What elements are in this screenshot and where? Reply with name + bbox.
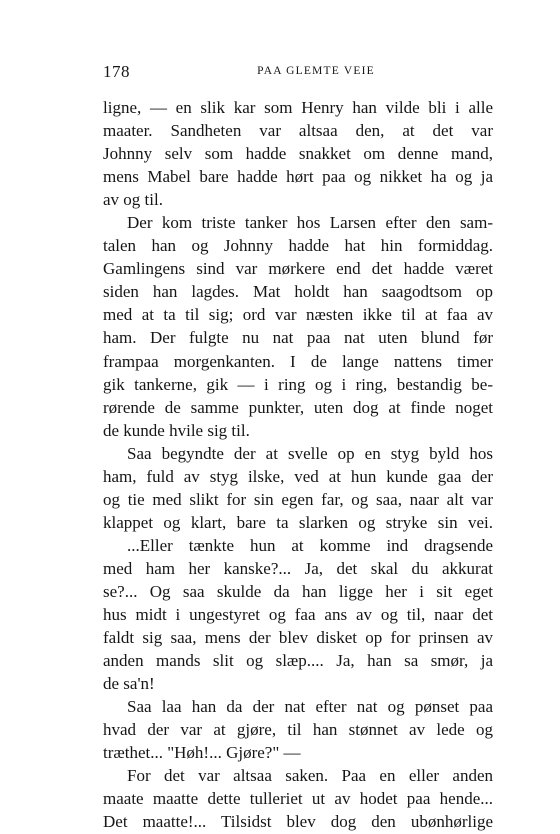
- text-line: siden han lagdes. Mat holdt han saagodtsom op: [103, 282, 493, 302]
- text-line: talen han og Johnny hadde hat hin formiddag.: [103, 236, 493, 256]
- text-line: ligne, — en slik kar som Henry han vilde bli i alle: [103, 98, 493, 117]
- text-line: Saa begyndte der at svelle op en styg byld hos: [127, 443, 493, 463]
- text-line: Der kom triste tanker hos Larsen efter den sam-: [127, 213, 493, 233]
- text-line: hus midt i ungestyret og faa ans av og til, naar det: [103, 605, 493, 625]
- text-line: klappet og klart, bare ta slarken og stryke sin vei.: [103, 512, 493, 532]
- text-line: frampaa morgenkanten. I de lange nattens timer: [103, 351, 493, 371]
- text-line: de sa'n!: [103, 674, 155, 694]
- text-line: Johnny selv som hadde snakket om denne mand,: [103, 144, 493, 164]
- text-line: maater. Sandheten var altsaa den, at det var: [103, 121, 493, 141]
- text-line: faldt sig saa, mens der blev disket op for prinsen av: [103, 628, 493, 648]
- text-line: gik tankerne, gik — i ring og i ring, bestandig be-: [103, 374, 493, 394]
- text-line: træthet... "Høh!... Gjøre?" —: [103, 743, 301, 763]
- body-text: [103, 96, 493, 834]
- text-line: av og til.: [103, 190, 163, 210]
- running-head: [103, 62, 493, 84]
- text-line: de kunde hvile sig til.: [103, 420, 250, 440]
- page-number: 178: [103, 62, 130, 81]
- text-line: Saa laa han da der nat efter nat og pønset paa: [127, 697, 493, 717]
- text-line: se?... Og saa skulde da han ligge her i sit eget: [103, 581, 493, 601]
- text-line: ham, fuld av styg ilske, ved at hun kunde gaa der: [103, 466, 493, 486]
- text-line: ham. Der fulgte nu nat paa nat uten blund før: [103, 328, 493, 348]
- text-line: med at ta til sig; ord var næsten ikke til at faa av: [103, 305, 493, 325]
- text-line: Det maatte!... Tilsidst blev dog den ubønhørlige: [103, 812, 493, 832]
- text-line: med ham her kanske?... Ja, det skal du akkurat: [103, 558, 493, 578]
- running-title: PAA GLEMTE VEIE: [257, 65, 375, 77]
- text-line: mens Mabel bare hadde hørt paa og nikket ha og ja: [103, 167, 493, 187]
- text-line: For det var altsaa saken. Paa en eller anden: [127, 766, 493, 786]
- text-line: Gamlingens sind var mørkere end det hadde været: [103, 259, 493, 279]
- text-line: rørende de samme punkter, uten dog at finde noget: [103, 397, 493, 417]
- text-line: hvad der var at gjøre, til han stønnet av lede og: [103, 720, 493, 740]
- text-line: ...Eller tænkte hun at komme ind dragsende: [127, 535, 493, 555]
- text-line: maate maatte dette tulleriet ut av hodet paa hende...: [103, 789, 493, 809]
- text-line: og tie med slikt for sin egen far, og saa, naar alt var: [103, 489, 493, 509]
- text-line: anden mands slit og slæp.... Ja, han sa smør, ja: [103, 651, 493, 671]
